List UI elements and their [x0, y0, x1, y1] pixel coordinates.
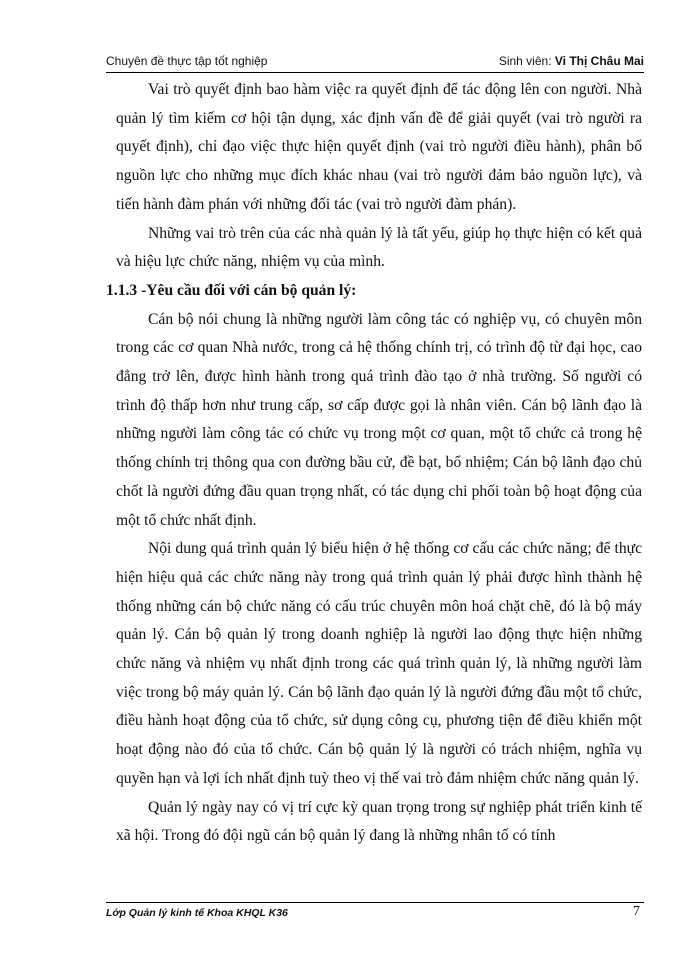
paragraph-roles-summary: Những vai trò trên của các nhà quản lý là tất yếu, giúp họ thực hiện có kết quả và hiệu lực chức năng, nhiệm vụ của mình. — [116, 224, 642, 271]
header-student — [499, 54, 644, 68]
header-student-label: Sinh viên: — [498, 54, 552, 68]
section-heading: 1.1.3 -Yêu cầu đối với cán bộ quản lý: — [106, 281, 357, 299]
footer-divider — [106, 902, 644, 903]
page-footer — [106, 904, 644, 926]
paragraph-decision-role: Vai trò quyết định bao hàm việc ra quyết định để tác động lên con người. Nhà quản lý tìm kiếm cơ hội tận dụng, xác định vấn đề để giải quyết (vai trò người ra quyết định), chỉ đạo việc thực hiện quyết định (vai trò người điều hành), phân bổ nguồn lực cho những mục đích khác nhau (vai trò người đảm bảo nguồn lực), và tiến hành đàm phán với những đối tác (vai trò người đàm phán). — [116, 81, 642, 213]
header-document-title: Chuyên đề thực tập tốt nghiệp — [106, 54, 268, 68]
header-divider — [106, 72, 644, 73]
page-body — [106, 76, 642, 851]
paragraph-management-importance: Quản lý ngày nay có vị trí cực kỳ quan trọng trong sự nghiệp phát triển kinh tế xã hội. Trong đó đội ngũ cán bộ quản lý đang là những nhân tố có tính — [116, 798, 642, 845]
page-number: 7 — [633, 904, 640, 919]
paragraph-management-content: Nội dung quá trình quản lý biểu hiện ở hệ thống cơ cấu các chức năng; để thực hiện hiệu quả các chức năng này trong quá trình quản lý phải được hình thành hệ thống những cán bộ chức năng có cấu trúc chuyên môn hoá chặt chẽ, đó là bộ máy quản lý. Cán bộ quản lý trong doanh nghiệp là người lao động thực hiện những chức năng và nhiệm vụ nhất định trong các quá trình quản lý, là những người làm việc trong bộ máy quản lý. Cán bộ lãnh đạo quản lý là người đứng đầu một tổ chức, điều hành hoạt động của tổ chức, sử dụng công cụ, phương tiện để điều khiển một hoạt động nào đó của tổ chức. Cán bộ quản lý là người có trách nhiệm, nghĩa vụ quyền hạn và lợi ích nhất định tuỳ theo vị thế vai trò đảm nhiệm chức năng quản lý. — [116, 540, 642, 787]
paragraph-cadre-definition: Cán bộ nói chung là những người làm công tác có nghiệp vụ, có chuyên môn trong các cơ quan Nhà nước, trong cả hệ thống chính trị, có trình độ từ đại học, cao đẳng trở lên, được hình hành trong quá trình đào tạo ở nhà trường. Số người có trình độ thấp hơn như trung cấp, sơ cấp được gọi là nhân viên. Cán bộ lãnh đạo là những người làm công tác có chức vụ trong một cơ quan, một tổ chức cả trong hệ thống chính trị thông qua con đường bầu cử, đề bạt, bổ nhiệm; Cán bộ lãnh đạo chủ chốt là người đứng đầu quan trọng nhất, có tác dụng chi phối toàn bộ hoạt động của một tổ chức nhất định. — [116, 310, 642, 529]
page-header — [106, 50, 644, 72]
header-student-name: Vi Thị Châu Mai — [554, 54, 644, 68]
footer-class-info: Lớp Quản lý kinh tế Khoa KHQL K36 — [106, 907, 288, 919]
